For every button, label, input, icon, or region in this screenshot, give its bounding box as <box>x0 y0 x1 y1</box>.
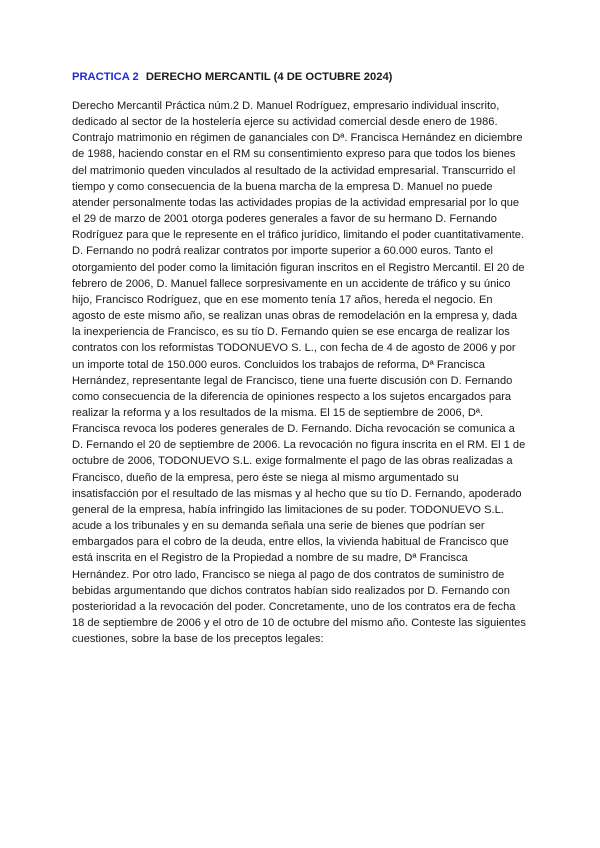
case-statement-paragraph: Derecho Mercantil Práctica núm.2 D. Manuel Rodríguez, empresario individual inscrito, dedicado al sector de la hostelería ejerce su actividad comercial desde enero de 1986. Contrajo matrimonio en régimen de gananciales con Dª. Francisca Hernández en diciembre de 1988, haciendo constar en el RM su consentimiento expreso para que todos los bienes del matrimonio queden vinculados al resultado de la actividad empresarial. Transcurrido el tiempo y como consecuencia de la buena marcha de la empresa D. Manuel no puede atender personalmente todas las actividades propias de la actividad empresarial por lo que el 29 de marzo de 2001 otorga poderes generales a favor de su hermano D. Fernando Rodríguez para que le represente en el tráfico jurídico, limitando el poder cuantitativamente. D. Fernando no podrá realizar contratos por importe superior a 60.000 euros. Tanto el otorgamiento del poder como la limitación figuran inscritos en el Registro Mercantil. El 20 de febrero de 2006, D. Manuel fallece sorpresivamente en un accidente de tráfico y su único hijo, Francisco Rodríguez, que en ese momento tenía 17 años, hereda el negocio. En agosto de este mismo año, se realizan unas obras de remodelación en la empresa y, dada la inexperiencia de Francisco, es su tío D. Fernando quien se ese encarga de realizar los contratos con los reformistas TODONUEVO S. L., con fecha de 4 de agosto de 2006 y por un importe total de 150.000 euros. Concluidos los trabajos de reforma, Dª Francisca Hernández, representante legal de Francisco, tiene una fuerte discusión con D. Fernando como consecuencia de la diferencia de opiniones respecto a los sujetos encargados para realizar la reforma y a los resultados de la misma. El 15 de septiembre de 2006, Dª. Francisca revoca los poderes generales de D. Fernando. Dicha revocación se comunica a D. Fernando el 20 de septiembre de 2006. La revocación no figura inscrita en el RM. El 1 de octubre de 2006, TODONUEVO S.L. exige formalmente el pago de las obras realizadas a Francisco, dueño de la empresa, pero éste se niega al mismo argumentado su insatisfacción por el resultado de las mismas y al hecho que su tío D. Fernando, apoderado general de la empresa, había infringido las limitaciones de su poder. TODONUEVO S.L. acude a los tribunales y en su demanda señala una serie de bienes que podrían ser embargados para el cobro de la deuda, entre ellos, la vivienda habitual de Francisco que está inscrita en el Registro de la Propiedad a nombre de su madre, Dª Francisca Hernández. Por otro lado, Francisco se niega al pago de dos contratos de suministro de bebidas argumentando que dichos contratos habían sido realizados por D. Fernando con posterioridad a la revocación del poder. Concretamente, uno de los contratos era de fecha 18 de septiembre de 2006 y el otro de 10 de octubre del mismo año. Conteste las siguientes cuestiones, sobre la base de los preceptos legales: <box>72 100 526 646</box>
document-title: DERECHO MERCANTIL (4 DE OCTUBRE 2024) <box>145 71 393 83</box>
practice-label: PRACTICA 2 <box>72 71 139 83</box>
document-heading <box>72 69 532 85</box>
